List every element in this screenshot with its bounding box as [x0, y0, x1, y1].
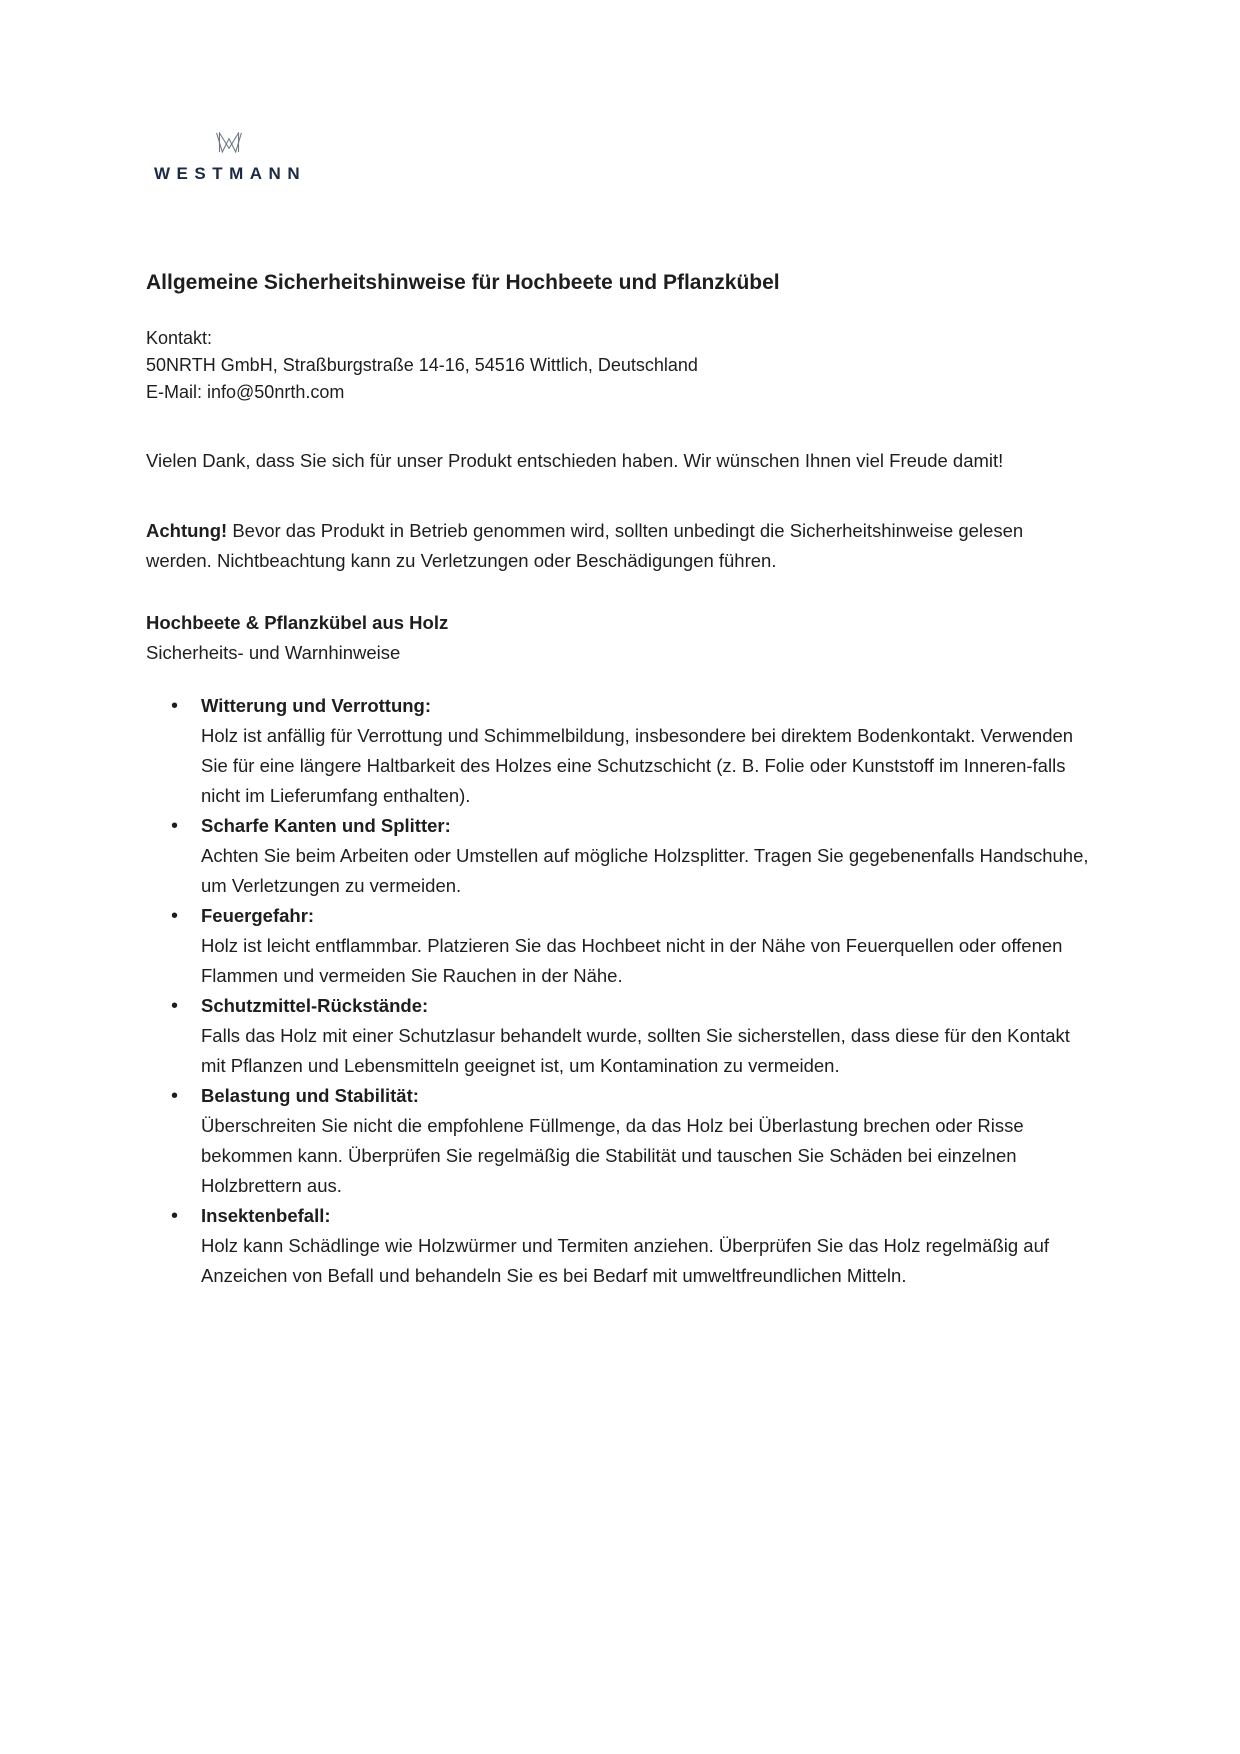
bullet-item-belastung — [201, 1081, 1094, 1201]
section-subheading: Sicherheits- und Warnhinweise — [146, 642, 401, 663]
section-heading: Hochbeete & Pflanzkübel aus Holz — [146, 612, 449, 633]
contact-block — [146, 325, 1094, 406]
intro-paragraph: Vielen Dank, dass Sie sich für unser Produkt entschieden haben. Wir wünschen Ihnen viel Freude damit! — [146, 450, 1004, 471]
bullet-title: • Scharfe Kanten und Splitter: — [201, 815, 451, 836]
bullet-title: • Belastung und Stabilität: — [201, 1085, 419, 1106]
bullet-text: Holz kann Schädlinge wie Holzwürmer und Termiten anziehen. Überprüfen Sie das Holz regelmäßig auf Anzeichen von Befall und behandeln Sie es bei Bedarf mit umweltfreundlichen Mitteln. — [201, 1235, 1050, 1286]
bullet-item-witterung — [201, 691, 1094, 811]
bullet-title: • Schutzmittel-Rückstände: — [201, 995, 429, 1016]
bullet-text: Achten Sie beim Arbeiten oder Umstellen auf mögliche Holzsplitter. Tragen Sie gegebenenfalls Handschuhe, um Verletzungen zu vermeiden. — [201, 845, 1089, 896]
bullet-title: • Witterung und Verrottung: — [201, 695, 432, 716]
warning-label: Achtung! — [146, 520, 228, 541]
contact-email-line: E-Mail: info@50nrth.com — [146, 382, 345, 402]
bullet-text: Überschreiten Sie nicht die empfohlene Füllmenge, da das Holz bei Überlastung brechen oder Risse bekommen kann. Überprüfen Sie regelmäßig die Stabilität und tauschen Sie Schäden bei einzelnen Holzbrettern aus. — [201, 1115, 1024, 1196]
page-title: Allgemeine Sicherheitshinweise für Hochbeete und Pflanzkübel — [146, 271, 780, 294]
bullet-text: Holz ist leicht entflammbar. Platzieren Sie das Hochbeet nicht in der Nähe von Feuerquellen oder offenen Flammen und vermeiden Sie Rauchen in der Nähe. — [201, 935, 1063, 986]
warning-text: Bevor das Produkt in Betrieb genommen wird, sollten unbedingt die Sicherheitshinweise gelesen werden. Nichtbeachtung kann zu Verletzungen oder Beschädigungen führen. — [146, 520, 1024, 571]
section-header — [146, 608, 1094, 668]
bullet-text: Falls das Holz mit einer Schutzlasur behandelt wurde, sollten Sie sicherstellen, dass diese für den Kontakt mit Pflanzen und Lebensmitteln geeignet ist, um Kontamination zu vermeiden. — [201, 1025, 1070, 1076]
bullet-text: Holz ist anfällig für Verrottung und Schimmelbildung, insbesondere bei direktem Bodenkontakt. Verwenden Sie für eine längere Haltbarkeit des Holzes eine Schutzschicht (z. B. Folie oder Kunststoff im Inneren-falls nicht im Lieferumfang enthalten). — [201, 725, 1074, 806]
brand-wordmark: WESTMANN — [154, 164, 307, 183]
bullet-title: • Feuergefahr: — [201, 905, 315, 926]
westmann-logo — [154, 132, 307, 189]
warning-paragraph — [146, 516, 1092, 576]
bullet-item-schutzmittel — [201, 991, 1094, 1081]
contact-company-line: 50NRTH GmbH, Straßburgstraße 14-16, 54516 Wittlich, Deutschland — [146, 355, 698, 375]
safety-bullet-list — [146, 691, 1094, 1291]
bullet-item-feuergefahr — [201, 901, 1094, 991]
bullet-item-insekten — [201, 1201, 1094, 1291]
bullet-title: • Insektenbefall: — [201, 1205, 331, 1226]
bullet-item-kanten — [201, 811, 1094, 901]
westmann-monogram-icon — [215, 132, 243, 153]
contact-label: Kontakt: — [146, 328, 213, 348]
